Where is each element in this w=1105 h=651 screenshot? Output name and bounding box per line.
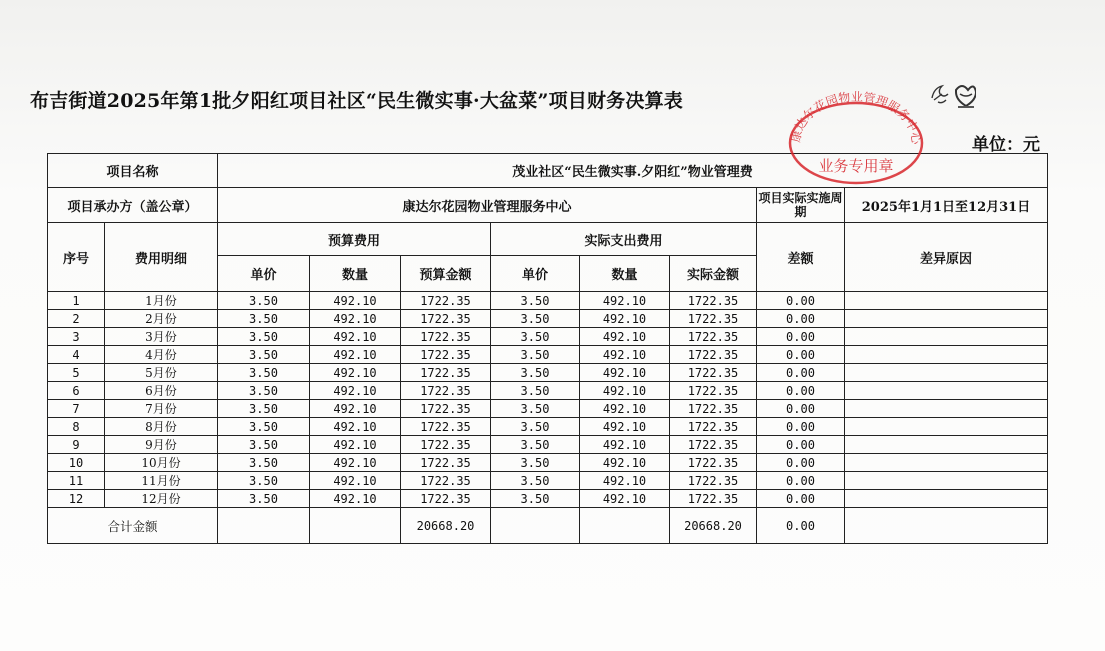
- row-item: 4月份: [105, 346, 218, 364]
- row-actual-amount: 1722.35: [670, 292, 757, 310]
- undertaker-value: 康达尔花园物业管理服务中心: [218, 188, 757, 223]
- row-budget-unit-price: 3.50: [218, 346, 310, 364]
- row-diff: 0.00: [757, 490, 845, 508]
- row-budget-unit-price: 3.50: [218, 328, 310, 346]
- unit-label: 单位：元: [972, 135, 1040, 155]
- undertaker-label: 项目承办方（盖公章）: [48, 188, 218, 223]
- header-row-1: [48, 223, 1048, 256]
- table-row: [48, 292, 1048, 310]
- row-budget-amount: 1722.35: [401, 454, 491, 472]
- row-item: 10月份: [105, 454, 218, 472]
- table-row: [48, 310, 1048, 328]
- project-name-label: 项目名称: [48, 154, 218, 188]
- row-budget-amount: 1722.35: [401, 418, 491, 436]
- table-row: [48, 346, 1048, 364]
- total-label: 合计金额: [48, 508, 218, 544]
- row-no: 8: [48, 418, 105, 436]
- project-name-value: 茂业社区“民生微实事.夕阳红”物业管理费: [218, 154, 1048, 188]
- row-actual-qty: 492.10: [580, 418, 670, 436]
- row-no: 10: [48, 454, 105, 472]
- row-actual-amount: 1722.35: [670, 346, 757, 364]
- row-reason: [845, 418, 1048, 436]
- row-actual-amount: 1722.35: [670, 454, 757, 472]
- row-no: 2: [48, 310, 105, 328]
- row-diff: 0.00: [757, 364, 845, 382]
- actual-qty-header: 数量: [580, 256, 670, 292]
- period-label: 项目实际实施周期: [757, 188, 845, 223]
- row-budget-qty: 492.10: [310, 364, 401, 382]
- row-no: 6: [48, 382, 105, 400]
- row-no: 3: [48, 328, 105, 346]
- row-no: 5: [48, 364, 105, 382]
- financial-settlement-table: [47, 153, 1048, 544]
- row-actual-amount: 1722.35: [670, 328, 757, 346]
- row-actual-amount: 1722.35: [670, 472, 757, 490]
- col-diff-header: 差额: [757, 223, 845, 292]
- row-actual-qty: 492.10: [580, 310, 670, 328]
- budget-qty-header: 数量: [310, 256, 401, 292]
- row-budget-qty: 492.10: [310, 292, 401, 310]
- row-actual-unit-price: 3.50: [491, 364, 580, 382]
- row-budget-unit-price: 3.50: [218, 400, 310, 418]
- official-seal: [778, 85, 928, 185]
- table-body: [48, 292, 1048, 508]
- row-reason: [845, 364, 1048, 382]
- row-actual-unit-price: 3.50: [491, 310, 580, 328]
- row-no: 7: [48, 400, 105, 418]
- row-reason: [845, 310, 1048, 328]
- actual-unit-price-header: 单价: [491, 256, 580, 292]
- row-budget-unit-price: 3.50: [218, 364, 310, 382]
- row-budget-amount: 1722.35: [401, 292, 491, 310]
- row-no: 4: [48, 346, 105, 364]
- row-reason: [845, 382, 1048, 400]
- row-budget-qty: 492.10: [310, 382, 401, 400]
- row-actual-amount: 1722.35: [670, 400, 757, 418]
- row-budget-unit-price: 3.50: [218, 310, 310, 328]
- table-row: [48, 454, 1048, 472]
- row-budget-qty: 492.10: [310, 400, 401, 418]
- row-actual-qty: 492.10: [580, 454, 670, 472]
- row-actual-qty: 492.10: [580, 364, 670, 382]
- row-item: 5月份: [105, 364, 218, 382]
- col-item-header: 费用明细: [105, 223, 218, 292]
- row-actual-unit-price: 3.50: [491, 328, 580, 346]
- row-diff: 0.00: [757, 418, 845, 436]
- row-budget-amount: 1722.35: [401, 472, 491, 490]
- undertaker-row: [48, 188, 1048, 223]
- row-budget-qty: 492.10: [310, 490, 401, 508]
- row-actual-amount: 1722.35: [670, 490, 757, 508]
- row-item: 12月份: [105, 490, 218, 508]
- row-actual-unit-price: 3.50: [491, 418, 580, 436]
- row-budget-unit-price: 3.50: [218, 490, 310, 508]
- row-diff: 0.00: [757, 382, 845, 400]
- row-actual-unit-price: 3.50: [491, 436, 580, 454]
- row-no: 12: [48, 490, 105, 508]
- row-actual-qty: 492.10: [580, 472, 670, 490]
- row-actual-unit-price: 3.50: [491, 382, 580, 400]
- row-budget-amount: 1722.35: [401, 310, 491, 328]
- seal-ring-text: 康达尔花园物业管理服务中心: [788, 89, 924, 146]
- row-budget-amount: 1722.35: [401, 346, 491, 364]
- period-value: 2025年1月1日至12月31日: [845, 188, 1048, 223]
- row-diff: 0.00: [757, 436, 845, 454]
- table-row: [48, 328, 1048, 346]
- row-actual-unit-price: 3.50: [491, 400, 580, 418]
- actual-group-header: 实际支出费用: [491, 223, 757, 256]
- row-budget-unit-price: 3.50: [218, 454, 310, 472]
- row-reason: [845, 292, 1048, 310]
- row-actual-qty: 492.10: [580, 346, 670, 364]
- table-row: [48, 490, 1048, 508]
- row-actual-qty: 492.10: [580, 328, 670, 346]
- row-budget-qty: 492.10: [310, 310, 401, 328]
- row-diff: 0.00: [757, 292, 845, 310]
- total-empty-cell: [310, 508, 401, 544]
- row-budget-unit-price: 3.50: [218, 292, 310, 310]
- total-diff: 0.00: [757, 508, 845, 544]
- budget-unit-price-header: 单价: [218, 256, 310, 292]
- total-actual-amount: 20668.20: [670, 508, 757, 544]
- row-item: 3月份: [105, 328, 218, 346]
- row-budget-amount: 1722.35: [401, 328, 491, 346]
- row-actual-unit-price: 3.50: [491, 292, 580, 310]
- row-reason: [845, 346, 1048, 364]
- row-diff: 0.00: [757, 310, 845, 328]
- row-diff: 0.00: [757, 454, 845, 472]
- row-diff: 0.00: [757, 472, 845, 490]
- row-no: 11: [48, 472, 105, 490]
- party-emblem-and-heart-logo-icon: [928, 80, 976, 114]
- row-budget-qty: 492.10: [310, 328, 401, 346]
- col-no-header: 序号: [48, 223, 105, 292]
- total-budget-amount: 20668.20: [401, 508, 491, 544]
- total-row: [48, 508, 1048, 544]
- row-budget-qty: 492.10: [310, 472, 401, 490]
- row-diff: 0.00: [757, 328, 845, 346]
- row-item: 7月份: [105, 400, 218, 418]
- row-no: 1: [48, 292, 105, 310]
- row-diff: 0.00: [757, 346, 845, 364]
- row-budget-amount: 1722.35: [401, 436, 491, 454]
- row-budget-amount: 1722.35: [401, 364, 491, 382]
- table-row: [48, 472, 1048, 490]
- row-reason: [845, 454, 1048, 472]
- row-no: 9: [48, 436, 105, 454]
- budget-group-header: 预算费用: [218, 223, 491, 256]
- row-reason: [845, 436, 1048, 454]
- row-actual-amount: 1722.35: [670, 382, 757, 400]
- row-budget-amount: 1722.35: [401, 382, 491, 400]
- row-actual-unit-price: 3.50: [491, 472, 580, 490]
- row-actual-amount: 1722.35: [670, 310, 757, 328]
- row-reason: [845, 328, 1048, 346]
- row-item: 1月份: [105, 292, 218, 310]
- row-actual-qty: 492.10: [580, 490, 670, 508]
- row-item: 8月份: [105, 418, 218, 436]
- budget-amount-header: 预算金额: [401, 256, 491, 292]
- seal-center-text: 业务专用章: [818, 157, 894, 175]
- row-diff: 0.00: [757, 400, 845, 418]
- row-budget-amount: 1722.35: [401, 490, 491, 508]
- total-empty-cell: [580, 508, 670, 544]
- table-row: [48, 364, 1048, 382]
- row-reason: [845, 400, 1048, 418]
- row-reason: [845, 472, 1048, 490]
- table-row: [48, 436, 1048, 454]
- row-actual-amount: 1722.35: [670, 418, 757, 436]
- row-actual-unit-price: 3.50: [491, 490, 580, 508]
- row-reason: [845, 490, 1048, 508]
- row-budget-unit-price: 3.50: [218, 418, 310, 436]
- table-row: [48, 418, 1048, 436]
- row-actual-unit-price: 3.50: [491, 346, 580, 364]
- row-budget-unit-price: 3.50: [218, 472, 310, 490]
- row-item: 6月份: [105, 382, 218, 400]
- table-row: [48, 400, 1048, 418]
- row-item: 9月份: [105, 436, 218, 454]
- table-row: [48, 382, 1048, 400]
- row-budget-amount: 1722.35: [401, 400, 491, 418]
- row-budget-qty: 492.10: [310, 346, 401, 364]
- row-actual-qty: 492.10: [580, 400, 670, 418]
- row-actual-unit-price: 3.50: [491, 454, 580, 472]
- row-budget-qty: 492.10: [310, 436, 401, 454]
- row-item: 11月份: [105, 472, 218, 490]
- row-actual-amount: 1722.35: [670, 364, 757, 382]
- document-title: 布吉街道2025年第1批夕阳红项目社区“民生微实事·大盆菜”项目财务决算表: [30, 90, 683, 112]
- row-budget-unit-price: 3.50: [218, 382, 310, 400]
- row-item: 2月份: [105, 310, 218, 328]
- row-budget-unit-price: 3.50: [218, 436, 310, 454]
- row-actual-qty: 492.10: [580, 436, 670, 454]
- row-actual-qty: 492.10: [580, 292, 670, 310]
- actual-amount-header: 实际金额: [670, 256, 757, 292]
- col-reason-header: 差异原因: [845, 223, 1048, 292]
- row-budget-qty: 492.10: [310, 418, 401, 436]
- total-empty-cell: [491, 508, 580, 544]
- row-budget-qty: 492.10: [310, 454, 401, 472]
- total-reason: [845, 508, 1048, 544]
- row-actual-qty: 492.10: [580, 382, 670, 400]
- row-actual-amount: 1722.35: [670, 436, 757, 454]
- total-empty-cell: [218, 508, 310, 544]
